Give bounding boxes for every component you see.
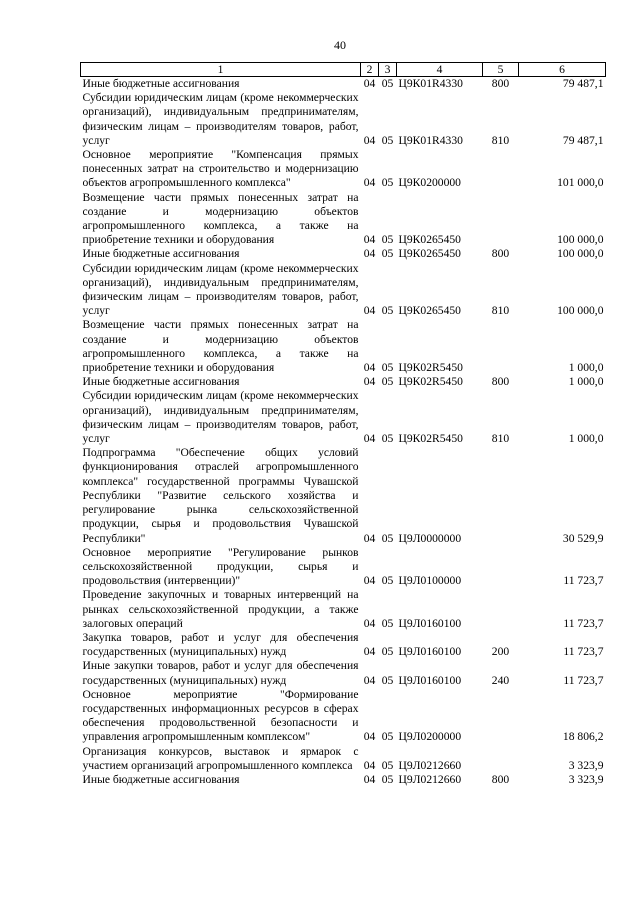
cell-subsection: 05 (381, 730, 394, 744)
cell-target-article: Ц9К0200000 (398, 176, 461, 190)
cell-amount: 11 723,7 (563, 616, 604, 630)
cell-name: Подпрограмма "Обеспечение общих условий функционирования отраслей агропромышленного комплекса" государственной программы Чувашской Республики "Развитие сельского хозяйства и регулирование рынка сельскохозяйственной продукции, сырья и продовольствия Чувашской Республики" (82, 446, 359, 545)
cell-subsection: 05 (381, 133, 394, 147)
table-row (81, 91, 606, 148)
cell-name: Закупка товаров, работ и услуг для обеспечения государственных (муниципальных) нужд (82, 630, 359, 659)
cell-subsection: 05 (381, 574, 394, 588)
cell-amount: 3 323,9 (568, 772, 604, 786)
cell-section: 04 (363, 772, 376, 786)
cell-name: Основное мероприятие "Формирование государственных информационных ресурсов в сферах обеспечения продовольственной безопасности и управления агропромышленным комплексом" (82, 687, 359, 744)
cell-section: 04 (363, 176, 376, 190)
cell-expense-type (483, 148, 519, 191)
cell-name: Возмещение части прямых понесенных затрат на создание и модернизацию объектов агропромышленного комплекса, а также на приобретение техники и оборудования (82, 190, 359, 247)
table-row (81, 389, 606, 446)
cell-expense-type: 810 (491, 304, 510, 318)
cell-expense-type (483, 588, 519, 631)
cell-amount: 18 806,2 (562, 730, 604, 744)
cell-subsection: 05 (381, 616, 394, 630)
cell-expense-type: 810 (491, 133, 510, 147)
cell-amount: 79 487,1 (562, 133, 604, 147)
table-row (81, 631, 606, 659)
cell-target-article: Ц9К02R5450 (398, 432, 463, 446)
table-row (81, 247, 606, 261)
cell-expense-type (483, 191, 519, 248)
cell-target-article: Ц9К01R4330 (398, 133, 463, 147)
cell-target-article: Ц9К02R5450 (398, 375, 463, 389)
cell-subsection: 05 (381, 247, 394, 261)
header-row (81, 63, 606, 77)
cell-name: Субсидии юридическим лицам (кроме некоммерческих организаций), индивидуальным предпринимателям, физическим лицам – производителям товаров, работ, услуг (82, 389, 359, 446)
cell-name: Возмещение части прямых понесенных затрат на создание и модернизацию объектов агропромышленного комплекса, а также на приобретение техники и оборудования (82, 318, 359, 375)
cell-expense-type: 810 (491, 432, 510, 446)
cell-expense-type: 800 (491, 247, 510, 261)
cell-section: 04 (363, 758, 376, 772)
cell-section: 04 (363, 233, 376, 247)
cell-target-article: Ц9К01R4330 (398, 77, 463, 90)
cell-expense-type (483, 318, 519, 375)
cell-target-article: Ц9К02R5450 (398, 361, 463, 375)
cell-section: 04 (363, 133, 376, 147)
cell-section: 04 (363, 432, 376, 446)
cell-target-article: Ц9Л0200000 (398, 730, 462, 744)
cell-target-article: Ц9Л0160100 (398, 616, 462, 630)
table-row (81, 745, 606, 773)
budget-table (80, 62, 606, 787)
cell-amount: 1 000,0 (568, 361, 604, 375)
cell-expense-type (483, 446, 519, 545)
cell-section: 04 (363, 574, 376, 588)
cell-target-article: Ц9Л0000000 (398, 531, 462, 545)
header-col-5: 5 (483, 63, 519, 77)
cell-subsection: 05 (381, 758, 394, 772)
cell-subsection: 05 (381, 772, 394, 786)
cell-amount: 101 000,0 (557, 176, 604, 190)
cell-amount: 1 000,0 (568, 432, 604, 446)
header-col-1: 1 (81, 63, 361, 77)
cell-subsection: 05 (381, 304, 394, 318)
cell-target-article: Ц9Л0100000 (398, 574, 462, 588)
table-row (81, 659, 606, 687)
table-row (81, 588, 606, 631)
cell-amount: 79 487,1 (562, 77, 604, 90)
cell-expense-type: 800 (491, 375, 510, 389)
cell-name: Иные закупки товаров, работ и услуг для обеспечения государственных (муниципальных) нужд (82, 659, 359, 687)
table-row (81, 688, 606, 745)
header-col-4: 4 (397, 63, 483, 77)
cell-subsection: 05 (381, 645, 394, 659)
cell-amount: 100 000,0 (557, 233, 604, 247)
cell-name: Основное мероприятие "Компенсация прямых понесенных затрат на строительство и модернизацию объектов агропромышленного комплекса" (82, 148, 359, 190)
table-row (81, 318, 606, 375)
cell-expense-type (483, 546, 519, 589)
cell-section: 04 (363, 361, 376, 375)
cell-section: 04 (363, 673, 376, 687)
table-body (81, 77, 606, 788)
cell-amount: 100 000,0 (557, 304, 604, 318)
cell-amount: 3 323,9 (568, 758, 604, 772)
table-row (81, 77, 606, 92)
table-row (81, 191, 606, 248)
header-col-2: 2 (361, 63, 379, 77)
cell-section: 04 (363, 77, 376, 90)
cell-subsection: 05 (381, 233, 394, 247)
cell-name: Иные бюджетные ассигнования (82, 77, 240, 90)
cell-subsection: 05 (381, 77, 394, 90)
cell-section: 04 (363, 616, 376, 630)
cell-name: Субсидии юридическим лицам (кроме некоммерческих организаций), индивидуальным предпринимателям, физическим лицам – производителям товаров, работ, услуг (82, 91, 359, 147)
cell-amount: 1 000,0 (568, 375, 604, 389)
table-header (81, 63, 606, 77)
header-col-6: 6 (519, 63, 606, 77)
cell-section: 04 (363, 531, 376, 545)
cell-name: Иные бюджетные ассигнования (82, 772, 240, 786)
cell-section: 04 (363, 247, 376, 261)
cell-amount: 11 723,7 (563, 673, 604, 687)
cell-target-article: Ц9Л0160100 (398, 645, 462, 659)
cell-subsection: 05 (381, 673, 394, 687)
cell-amount: 11 723,7 (563, 645, 604, 659)
cell-target-article: Ц9К0265450 (398, 247, 461, 261)
cell-amount: 30 529,9 (562, 531, 604, 545)
cell-section: 04 (363, 645, 376, 659)
page-number: 40 (334, 38, 346, 52)
cell-target-article: Ц9К0265450 (398, 304, 461, 318)
cell-amount: 100 000,0 (557, 247, 604, 261)
table-row (81, 546, 606, 589)
cell-expense-type: 800 (491, 77, 510, 90)
cell-name: Иные бюджетные ассигнования (82, 375, 240, 389)
table-row (81, 262, 606, 319)
cell-name: Субсидии юридическим лицам (кроме некоммерческих организаций), индивидуальным предпринимателям, физическим лицам – производителям товаров, работ, услуг (82, 261, 359, 318)
header-col-3: 3 (379, 63, 397, 77)
cell-expense-type: 800 (491, 772, 510, 786)
table-row (81, 773, 606, 787)
cell-target-article: Ц9К0265450 (398, 233, 461, 247)
cell-name: Организация конкурсов, выставок и ярмарок с участием организаций агропромышленного комплекса (82, 744, 359, 772)
cell-section: 04 (363, 730, 376, 744)
cell-subsection: 05 (381, 361, 394, 375)
cell-expense-type: 200 (491, 645, 510, 659)
cell-subsection: 05 (381, 375, 394, 389)
table-row (81, 446, 606, 545)
cell-section: 04 (363, 304, 376, 318)
cell-name: Иные бюджетные ассигнования (82, 247, 240, 261)
cell-subsection: 05 (381, 176, 394, 190)
table-row (81, 375, 606, 389)
cell-section: 04 (363, 375, 376, 389)
cell-target-article: Ц9Л0160100 (398, 673, 462, 687)
table-row (81, 148, 606, 191)
cell-expense-type: 240 (491, 673, 510, 687)
cell-target-article: Ц9Л0212660 (398, 772, 462, 786)
cell-name: Проведение закупочных и товарных интервенций на рынках сельскохозяйственной продукции, а также залоговых операций (82, 588, 359, 630)
cell-name: Основное мероприятие "Регулирование рынков сельскохозяйственной продукции, сырья и продовольствия (интервенции)" (82, 545, 359, 588)
cell-subsection: 05 (381, 432, 394, 446)
cell-target-article: Ц9Л0212660 (398, 758, 462, 772)
cell-subsection: 05 (381, 531, 394, 545)
cell-expense-type (483, 688, 519, 745)
cell-expense-type (483, 745, 519, 773)
cell-amount: 11 723,7 (563, 574, 604, 588)
